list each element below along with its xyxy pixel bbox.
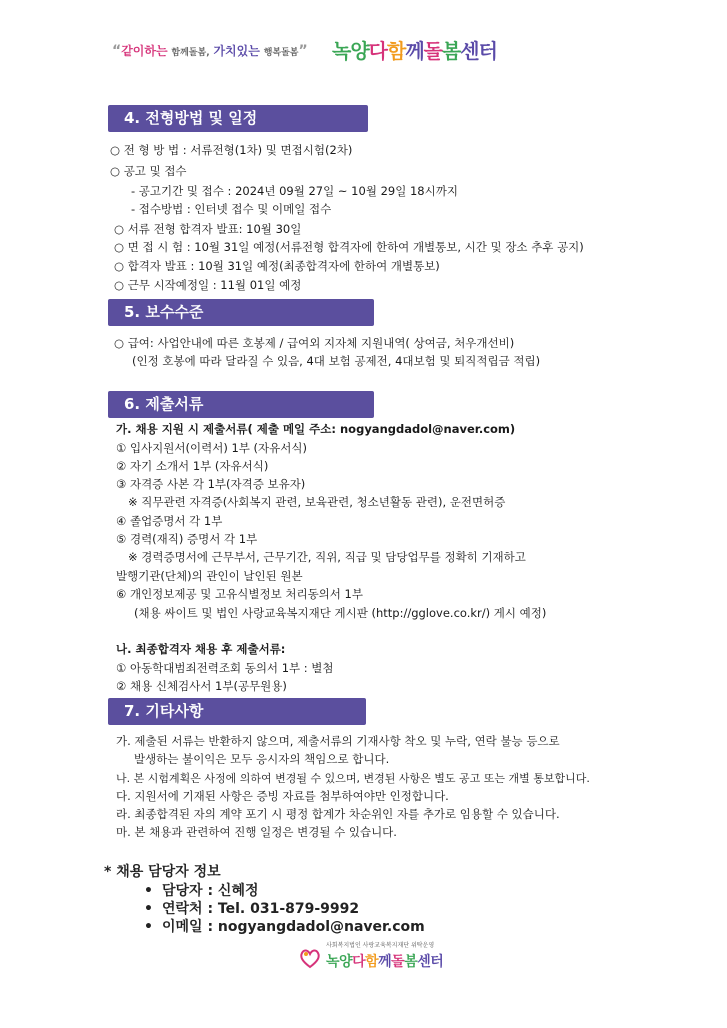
section-4-title: 4. 전형방법 및 일정 — [108, 105, 368, 132]
s5-line-2: (인정 호봉에 따라 달라질 수 있음, 4대 보험 공제전, 4대보험 및 퇴직적립금 적립) — [132, 354, 541, 368]
s6-a-line-5: ④ 졸업증명서 각 1부 — [116, 514, 223, 528]
contact-phone-text: 연락처 : Tel. 031-879-9992 — [162, 901, 360, 917]
s6-sub-b: 나. 최종합격자 채용 후 제출서류: — [116, 642, 286, 656]
s4-line-2: ○ 공고 및 접수 — [110, 164, 187, 178]
s7-line-5: 라. 최종합격된 자의 계약 포기 시 평정 합계가 차순위인 자를 추가로 임용할 수 있습니다. — [116, 807, 560, 821]
s6-a-line-7: ※ 경력증명서에 근무부서, 근무기간, 직위, 직급 및 담당업무를 정확히 기재하고 — [128, 550, 526, 564]
contact-email-text: 이메일 : nogyangdadol@naver.com — [162, 919, 425, 935]
s7-line-4: 다. 지원서에 기재된 사항은 증빙 자료를 첨부하여야만 인정합니다. — [116, 789, 449, 803]
s6-a-line-10: (채용 싸이트 및 법인 사랑교육복지재단 게시판 (http://gglove.co.kr/) 게시 예정) — [134, 606, 547, 620]
page-header — [0, 30, 727, 70]
section-5-title: 5. 보수수준 — [108, 299, 374, 326]
s7-line-3: 나. 본 시험계획은 사정에 의하여 변경될 수 있으며, 변경된 사항은 별도 공고 또는 개별 통보합니다. — [116, 772, 590, 785]
s6-a-line-6: ⑤ 경력(재직) 증명서 각 1부 — [116, 532, 258, 546]
slogan-part4: 행복돌봄 — [263, 48, 299, 58]
s5-line-1: ○ 급여: 사업안내에 따른 호봉제 / 급여외 지자체 지원내역( 상여금, 처우개선비) — [114, 336, 515, 350]
s4-line-7: ○ 합격자 발표 : 10월 31일 예정(최종합격자에 한하여 개별통보) — [114, 259, 440, 273]
slogan-part1: 같이하는 — [121, 44, 168, 58]
footer-org: 사회복지법인 사랑교육복지재단 위탁운영 — [326, 942, 435, 949]
s4-line-8: ○ 근무 시작예정일 : 11월 01일 예정 — [114, 278, 302, 292]
s7-line-2: 발생하는 불이익은 모두 응시자의 책임으로 합니다. — [134, 752, 390, 766]
contact-item-phone — [144, 898, 359, 918]
footer-brand-logo: 녹양다함께돌봄센터 — [326, 954, 444, 970]
s7-line-1: 가. 제출된 서류는 반환하지 않으며, 제출서류의 기재사항 착오 및 누락, 연락 불능 등으로 — [116, 734, 560, 748]
s6-b-line-2: ② 채용 신체검사서 1부(공무원용) — [116, 679, 287, 693]
section-6-title: 6. 제출서류 — [108, 391, 374, 418]
contact-item-manager — [144, 880, 259, 900]
header-brand-logo: 녹양다함께돌봄센터 — [332, 39, 497, 63]
slogan-part2: 함께돌봄, — [171, 48, 210, 58]
s6-a-line-4: ※ 직무관련 자격증(사회복지 관련, 보육관련, 청소년활동 관련), 운전면허증 — [128, 495, 506, 509]
s7-line-6: 마. 본 채용과 관련하여 진행 일정은 변경될 수 있습니다. — [116, 825, 397, 839]
contact-item-email — [144, 916, 425, 936]
s4-line-1: ○ 전 형 방 법 : 서류전형(1차) 및 면접시험(2차) — [110, 143, 353, 157]
s6-a-line-3: ③ 자격증 사본 각 1부(자격증 보유자) — [116, 477, 306, 491]
s4-line-6: ○ 면 접 시 험 : 10월 31일 예정(서류전형 합격자에 한하여 개별통보, 시간 및 장소 추후 공지) — [114, 240, 584, 254]
section-7-title: 7. 기타사항 — [108, 698, 366, 725]
contact-manager-text: 담당자 : 신혜정 — [162, 883, 259, 899]
s4-line-4: - 접수방법 : 인터넷 접수 및 이메일 접수 — [131, 202, 332, 216]
contact-title: * 채용 담당자 정보 — [104, 864, 221, 880]
bullet-icon: • — [144, 901, 153, 917]
heart-logo-icon — [298, 946, 322, 970]
bullet-icon: • — [144, 883, 153, 899]
bullet-icon: • — [144, 919, 153, 935]
s6-a-line-2: ② 자기 소개서 1부 (자유서식) — [116, 459, 269, 473]
s6-a-line-9: ⑥ 개인정보제공 및 고유식별정보 처리동의서 1부 — [116, 587, 363, 601]
s4-line-3: - 공고기간 및 접수 : 2024년 09월 27일 ~ 10월 29일 18시까지 — [131, 184, 458, 198]
s4-line-5: ○ 서류 전형 합격자 발표: 10월 30일 — [114, 222, 302, 236]
slogan-part3: 가치있는 — [213, 44, 260, 58]
slogan: “같이하는 함께돌봄, 가치있는 행복돌봄” — [112, 43, 308, 59]
s6-b-line-1: ① 아동학대범죄전력조회 동의서 1부 : 별첨 — [116, 661, 334, 675]
s6-a-line-8: 발행기관(단체)의 관인이 날인된 원본 — [116, 569, 303, 583]
s6-a-line-1: ① 입사지원서(이력서) 1부 (자유서식) — [116, 441, 307, 455]
footer-logo-block — [296, 940, 456, 974]
s6-sub-a: 가. 채용 지원 시 제출서류( 제출 메일 주소: nogyangdadol@naver.com) — [116, 422, 516, 436]
